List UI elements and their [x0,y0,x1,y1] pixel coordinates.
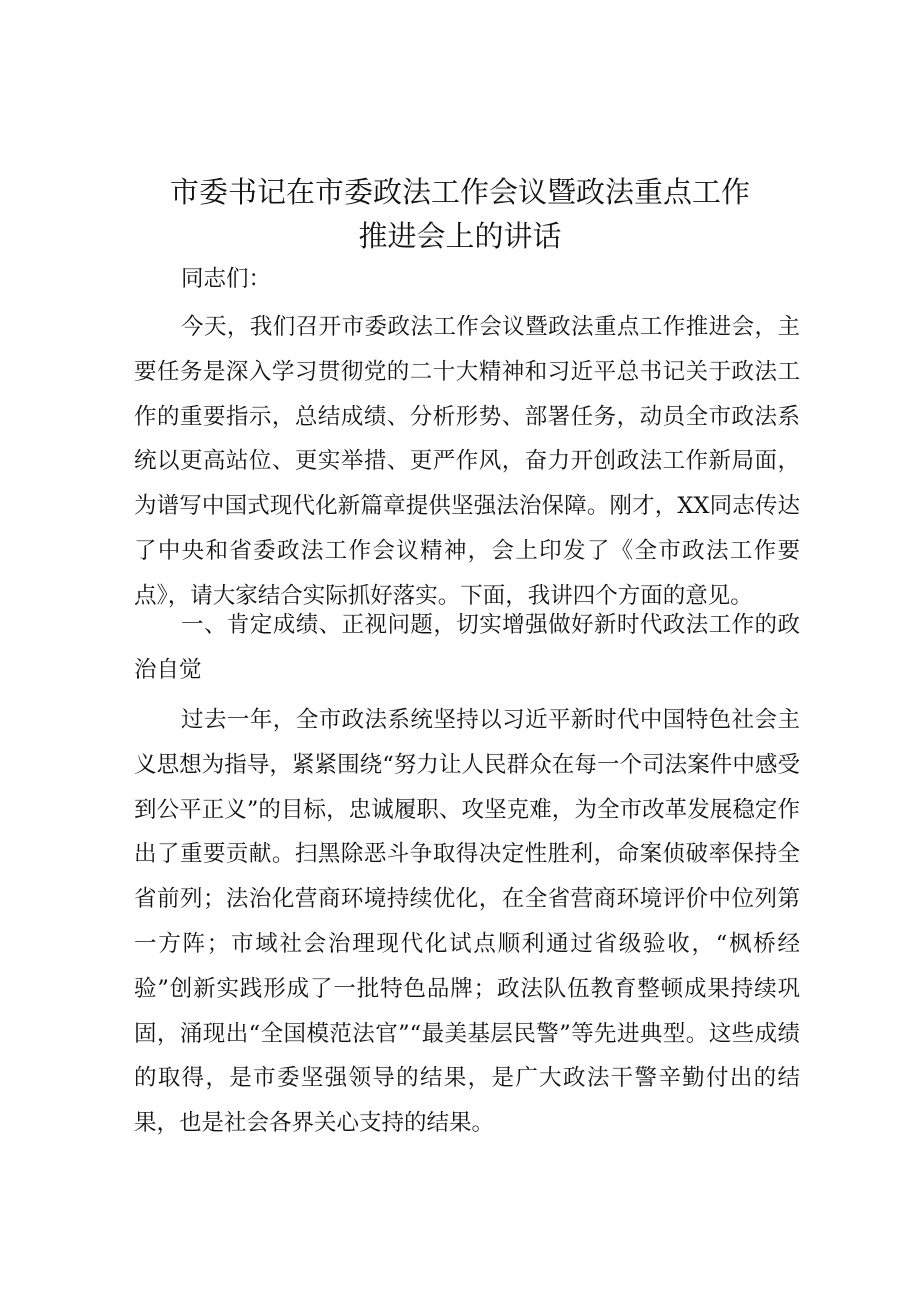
greeting: 同志们： [181,266,272,292]
paragraph-opening: 今天，我们召开市委政法工作会议暨政法重点工作推进会，主要任务是深入学习贯彻党的二十大精神和习近平总书记关于政法工作的重要指示，总结成绩、分析形势、部署任务，动员全市政法系统以更高站位、更实举措、更严作风，奋力开创政法工作新局面，为谱写中国式现代化新篇章提供坚强法治保障。刚才，XX同志传达了中央和省委政法工作会议精神，会上印发了《全市政法工作要点》，请大家结合实际抓好落实。下面，我讲四个方面的意见。 [134,314,800,609]
section-heading-1: 一、肯定成绩、正视问题，切实增强做好新时代政法工作的政治自觉 [134,612,800,683]
document-title-line-1: 市委书记在市委政法工作会议暨政法重点工作 [169,175,750,209]
document-title-line-2: 推进会上的讲话 [358,219,562,253]
paragraph-achievements: 过去一年，全市政法系统坚持以习近平新时代中国特色社会主义思想为指导，紧紧围绕“努力让人民群众在每一个司法案件中感受到公平正义”的目标，忠诚履职、攻坚克难，为全市改革发展稳定作出了重要贡献。扫黑除恶斗争取得决定性胜利，命案侦破率保持全省前列；法治化营商环境持续优化，在全省营商环境评价中位列第一方阵；市域社会治理现代化试点顺利通过省级验收，“枫桥经验”创新实践形成了一批特色品牌；政法队伍教育整顿成果持续巩固，涌现出“全国模范法官”“最美基层民警”等先进典型。这些成绩的取得，是市委坚强领导的结果，是广大政法干警辛勤付出的结果，也是社会各界关心支持的结果。 [134,707,800,1137]
